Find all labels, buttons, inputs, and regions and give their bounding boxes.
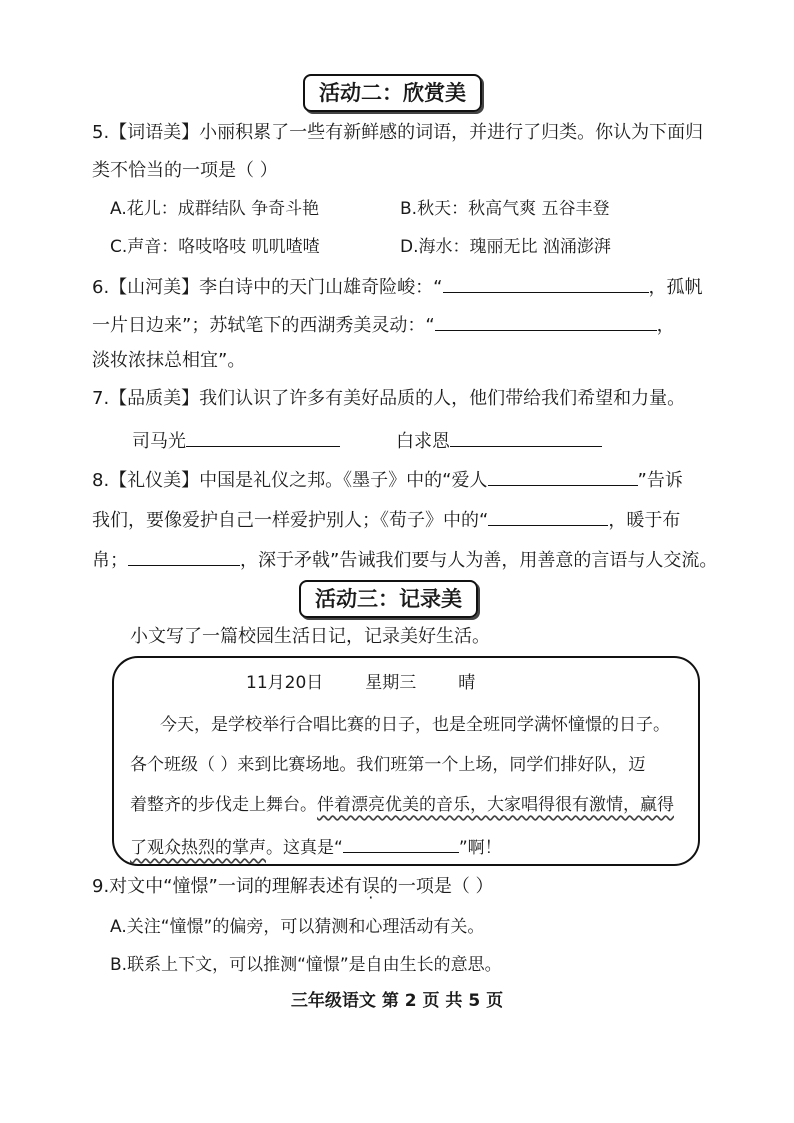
diary-paragraph-3 [130,792,674,818]
q8-blank-3[interactable] [128,545,240,566]
q5-option-b: B.秋天：秋高气爽 五谷丰登 [400,199,610,219]
q8-line2-text: 我们，要像爱护自己一样爱护别人；《荀子》中的“ [92,510,489,531]
q6-line1 [92,272,703,301]
diary-paragraph-2: 各个班级（ ）来到比赛场地。我们班第一个上场，同学们排好队，迈 [130,755,646,775]
q8-line2 [92,505,680,534]
q9-stem-b: ”一词的理解表述有 [208,876,362,897]
diary-p4-wavy: 了观众热烈的掌声 [130,838,266,858]
diary-p3-plain: 着整齐的步伐走上舞台。 [130,795,317,815]
q5-option-c: C.声音：咯吱咯吱 叽叽喳喳 [110,237,320,257]
diary-date: 11月20日 [246,673,324,693]
q5-stem-line2: 类不恰当的一项是（ ） [92,160,278,181]
q9-stem-emphasis: 误 [361,876,380,897]
q6-line2 [92,310,675,339]
diary-intro: 小文写了一篇校园生活日记，记录美好生活。 [130,626,490,647]
diary-header [246,670,475,696]
q6-line1-text: 6.【山河美】李白诗中的天门山雄奇险峻：“ [92,277,443,298]
q7-item-2 [396,426,602,455]
q7-name-1: 司马光 [132,431,186,452]
diary-paragraph-4 [130,832,502,861]
q8-line1 [92,465,683,494]
q9-stem-a: 9.对文中“ [92,876,173,897]
q7-stem: 7.【品质美】我们认识了许多有美好品质的人，他们带给我们希望和力量。 [92,388,686,409]
q8-line1-end: ”告诉 [637,470,683,491]
diary-weather: 晴 [458,673,476,693]
q5-stem-line1: 5.【词语美】小丽积累了一些有新鲜感的词语，并进行了归类。你认为下面归 [92,122,704,143]
q9-stem-word: 憧憬 [172,876,209,897]
q8-line1-text: 8.【礼仪美】中国是礼仪之邦。《墨子》中的“爱人 [92,470,488,491]
q7-blank-2[interactable] [450,426,602,447]
q6-blank-2[interactable] [435,310,657,331]
q8-line3-text: ，深于矛戟”告诫我们要与人为善，用善意的言语与人交流。 [240,550,718,571]
q7-item-1 [132,426,340,455]
q8-blank-2[interactable] [488,505,608,526]
q8-line3-start: 帛； [92,550,128,571]
q9-stem [92,874,494,900]
q7-blank-1[interactable] [186,426,340,447]
diary-blank[interactable] [343,832,459,853]
q9-option-a: A.关注“憧憬”的偏旁，可以猜测和心理活动有关。 [110,917,485,937]
q7-name-2: 白求恩 [396,431,450,452]
q6-line3: 淡妆浓抹总相宜”。 [92,350,246,371]
q8-blank-1[interactable] [488,465,638,486]
page-footer: 三年级语文 第 2 页 共 5 页 [290,991,504,1011]
activity-2-title: 活动二：欣赏美 [303,74,482,112]
q8-line3 [92,545,717,574]
q9-stem-c: 的一项是（ ） [379,876,494,897]
activity-3-title: 活动三：记录美 [299,580,478,618]
q5-option-a: A.花儿：成群结队 争奇斗艳 [110,199,320,219]
diary-p3-wavy: 伴着漂亮优美的音乐，大家唱得很有激情，赢得 [317,795,674,815]
diary-p4-text: 。这真是“ [266,838,343,858]
q6-blank-1[interactable] [443,272,649,293]
q9-option-b: B.联系上下文，可以推测“憧憬”是自由生长的意思。 [110,955,502,975]
q6-line2-text: 一片日边来”；苏轼笔下的西湖秀美灵动：“ [92,315,435,336]
q6-line2-end: ， [656,315,675,336]
diary-paragraph-1: 今天，是学校举行合唱比赛的日子，也是全班同学满怀憧憬的日子。 [160,715,670,735]
q5-option-d: D.海水：瑰丽无比 汹涌澎湃 [400,237,611,257]
diary-p4-end: ”啊！ [458,838,502,858]
q6-line1-end: ，孤帆 [648,277,703,298]
diary-weekday: 星期三 [365,673,417,693]
q8-line2-end: ，暖于布 [608,510,681,531]
